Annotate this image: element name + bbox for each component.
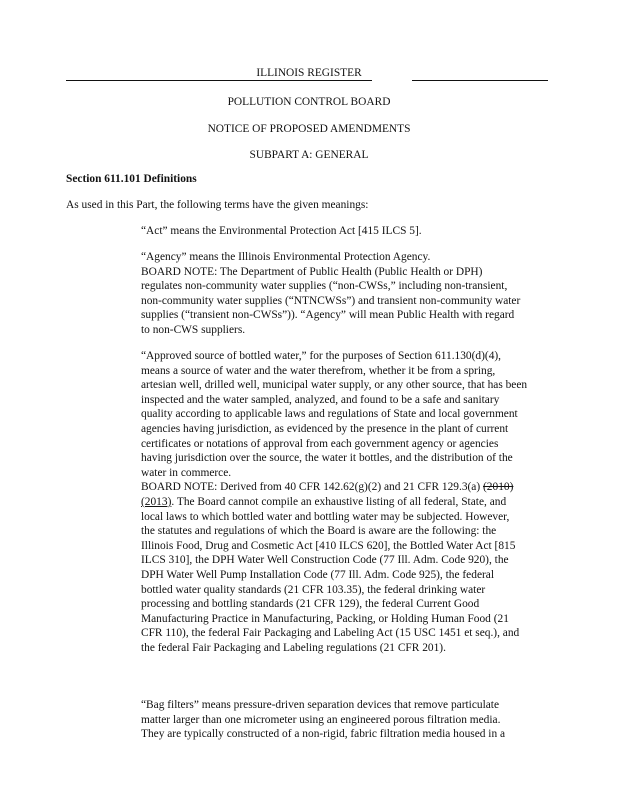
subpart-title: SUBPART A: GENERAL [249,149,369,161]
inserted-text: (2013) [141,495,172,508]
board-note-line: to non-CWS suppliers. [141,323,246,336]
definition-act [141,224,521,239]
definition-line: agencies having jurisdiction, as evidenced by the presence in the plant of current [141,422,509,435]
definition-line: “Act” means the Environmental Protection Act [415 ILCS 5]. [141,225,422,237]
board-note-text: . The Board cannot compile an exhaustive listing of all federal, State, and [171,495,507,508]
board-name: POLLUTION CONTROL BOARD [227,96,391,108]
definition-line: They are typically constructed of a non-rigid, fabric filtration media housed in a [141,728,506,741]
definition-line: certificates or notations of approval from each government agency or agencies [141,437,499,450]
section-title: Section 611.101 Definitions [66,173,197,185]
board-note-line: ILCS 310], the DPH Water Well Construction Code (77 Ill. Adm. Code 920), the [141,554,509,567]
board-note-line: local laws to which bottled water and bottling water may be subjected. However, [141,510,510,523]
definition-line: inspected and the water sampled, analyzed, and found to be a safe and sanitary [141,393,500,406]
definition-line: “Approved source of bottled water,” for the purposes of Section 611.130(d)(4), [141,350,502,362]
board-note-line: Illinois Food, Drug and Cosmetic Act [410 ILCS 620], the Bottled Water Act [815 [141,539,516,552]
board-note-line: Manufacturing Practice in Manufacturing, Packing, or Holding Human Food (21 [141,612,509,625]
board-note-line: non-community water supplies (“NTNCWSs”) and transient non-community water [141,294,521,307]
board-note-line [141,495,521,510]
definition-line: artesian well, drilled well, municipal water supply, or any other source, that has been [141,379,528,392]
definition-bag-filters [141,698,521,742]
board-note-first-line [141,480,521,495]
register-title: ILLINOIS REGISTER [256,67,362,79]
definition-line: having jurisdiction over the source, the water it bottles, and the distribution of the [141,452,513,465]
board-note-text: BOARD NOTE: Derived from 40 CFR 142.62(g)(2) and 21 CFR 129.3(a) [141,481,484,494]
board-note-line: BOARD NOTE: The Department of Public Health (Public Health or DPH) [141,265,483,278]
board-note-line: supplies (“transient non-CWSs”)). “Agency” will mean Public Health with regard [141,309,515,322]
definition-line: water in commerce. [141,466,232,479]
board-note-line: bottled water quality standards (21 CFR 103.35), the federal drinking water [141,583,486,596]
struck-text: (2010) [483,481,514,494]
definition-line: quality according to applicable laws and regulations of State and local government [141,408,518,421]
board-note-line: CFR 110), the federal Fair Packaging and Labeling Act (15 USC 1451 et seq.), and [141,627,520,640]
definition-agency [141,250,521,338]
definition-approved-source-bottled-water [141,349,528,655]
definition-line: “Agency” means the Illinois Environmental Protection Agency. [141,251,431,263]
board-note-line: regulates non-community water supplies (“non-CWSs,” including non-transient, [141,280,508,293]
board-note-line: the federal Fair Packaging and Labeling regulations (21 CFR 201). [141,641,446,654]
board-note-line: the statutes and regulations of which the Board is aware are the following: the [141,525,497,538]
definition-line: matter larger than one micrometer using an engineered porous filtration media. [141,713,501,726]
board-note-line: DPH Water Well Pump Installation Code (77 Ill. Adm. Code 925), the federal [141,568,495,581]
section-intro: As used in this Part, the following terms have the given meanings: [66,199,369,211]
notice-title: NOTICE OF PROPOSED AMENDMENTS [207,123,411,135]
board-note-line: processing and bottling standards (21 CFR 129), the federal Current Good [141,598,480,611]
definition-line: means a source of water and the water therefrom, whether it be from a spring, [141,364,496,377]
definition-line: “Bag filters” means pressure-driven separation devices that remove particulate [141,699,500,711]
